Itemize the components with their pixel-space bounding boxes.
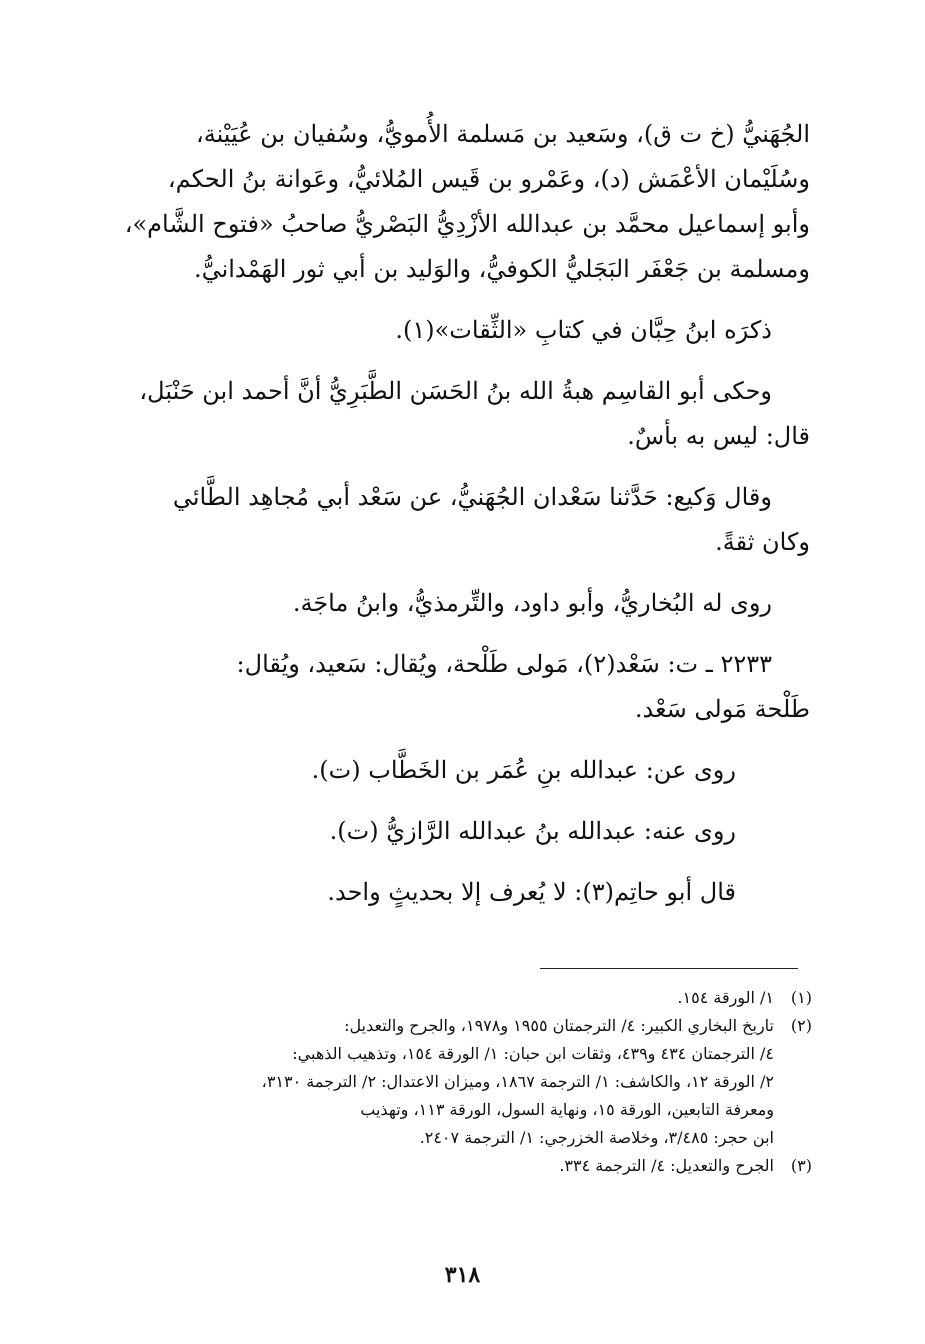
entry-heading-2233 <box>90 642 810 732</box>
paragraph-narrated-by <box>90 581 810 626</box>
text-line: روى عنه: عبدالله بنُ عبدالله الرَّازيُّ (ت). <box>329 817 736 845</box>
text-line: قال أبو حاتِم(٣): لا يُعرف إلا بحديثٍ واحد. <box>327 878 736 906</box>
paragraph-ibn-hibban <box>90 308 810 353</box>
text-line: وأبو إسماعيل محمَّد بن عبدالله الأزْدِيُّ البَصْريُّ صاحبُ «فتوح الشَّام»، <box>124 210 810 238</box>
paragraph-waki-opinion <box>90 475 810 565</box>
text-line: ومسلمة بن جَعْفَر البَجَليُّ الكوفيُّ، والوَليد بن أبي ثور الهَمْدانيُّ. <box>193 255 810 283</box>
footnote-1 <box>100 984 812 1012</box>
footnote-number: (١) <box>790 988 812 1007</box>
text-line: روى له البُخاريُّ، وأبو داود، والتِّرمذيُّ، وابنُ ماجَة. <box>292 589 772 617</box>
text-line: وسُلَيْمان الأعْمَش (د)، وعَمْرو بن قَيس المُلائيُّ، وعَوانة بنُ الحكم، <box>167 165 810 193</box>
text-line: وقال وَكيع: حَدَّثنا سَعْدان الجُهَنيُّ، عن سَعْد أبي مُجاهِد الطَّائي <box>172 483 772 511</box>
footnote-line: الجرح والتعديل: ٤/ الترجمة ٣٣٤. <box>559 1156 774 1175</box>
footnote-number: (٢) <box>790 1016 812 1035</box>
footnote-text <box>100 984 774 1012</box>
text-line: الجُهَنيُّ (خ ت ق)، وسَعيد بن مَسلمة الأُمويُّ، وسُفيان بن عُيَيْنة، <box>195 120 810 148</box>
footnote-text <box>100 1152 774 1180</box>
footnote-3 <box>100 1152 812 1180</box>
footnote-line: ٢/ الورقة ١٢، والكاشف: ١/ الترجمة ١٨٦٧، وميزان الاعتدال: ٢/ الترجمة ٣١٣٠، <box>261 1072 774 1091</box>
footnote-number: (٣) <box>790 1156 812 1175</box>
page-number: ٣١٨ <box>444 1262 481 1288</box>
footnotes <box>100 984 812 1180</box>
narrated-from <box>90 748 810 793</box>
footnote-line: تاريخ البخاري الكبير: ٤/ الترجمتان ١٩٥٥ و١٩٧٨، والجرح والتعديل: <box>344 1016 774 1035</box>
footnote-text <box>100 1012 774 1152</box>
text-line: طَلْحة مَولى سَعْد. <box>634 695 810 723</box>
text-line: روى عن: عبدالله بنِ عُمَر بن الخَطَّاب (ت). <box>311 756 736 784</box>
footnote-line: ابن حجر: ٣/٤٨٥، وخلاصة الخزرجي: ١/ الترجمة ٢٤٠٧. <box>419 1128 774 1147</box>
footnote-line: ١/ الورقة ١٥٤. <box>677 988 774 1007</box>
paragraph-ahmad-opinion <box>90 369 810 459</box>
footnote-line: ٤/ الترجمتان ٤٣٤ و٤٣٩، وثقات ابن حبان: ١/ الورقة ١٥٤، وتذهيب الذهبي: <box>292 1044 774 1063</box>
text-line: وكان ثقةً. <box>715 528 810 556</box>
narrated-to <box>90 809 810 854</box>
text-line: ذكرَه ابنُ حِبَّان في كتابِ «الثِّقات»(١). <box>395 316 772 344</box>
footnote-separator <box>540 968 798 969</box>
text-line: ٢٢٣٣ ـ ت: سَعْد(٢)، مَولى طَلْحة، ويُقال: سَعيد، ويُقال: <box>236 650 772 678</box>
text-line: قال: ليس به بأسٌ. <box>627 422 810 450</box>
abu-hatim-opinion <box>90 870 810 915</box>
footnote-line: ومعرفة التابعين، الورقة ١٥، ونهاية السول، الورقة ١١٣، وتهذيب <box>360 1100 774 1119</box>
text-line: وحكى أبو القاسِم هبةُ الله بنُ الحَسَن الطَّبَرِيُّ أنَّ أحمد ابن حَنْبَل، <box>139 377 772 405</box>
footnote-2 <box>100 1012 812 1152</box>
paragraph-narrators-list <box>90 112 810 292</box>
main-text <box>90 112 810 915</box>
